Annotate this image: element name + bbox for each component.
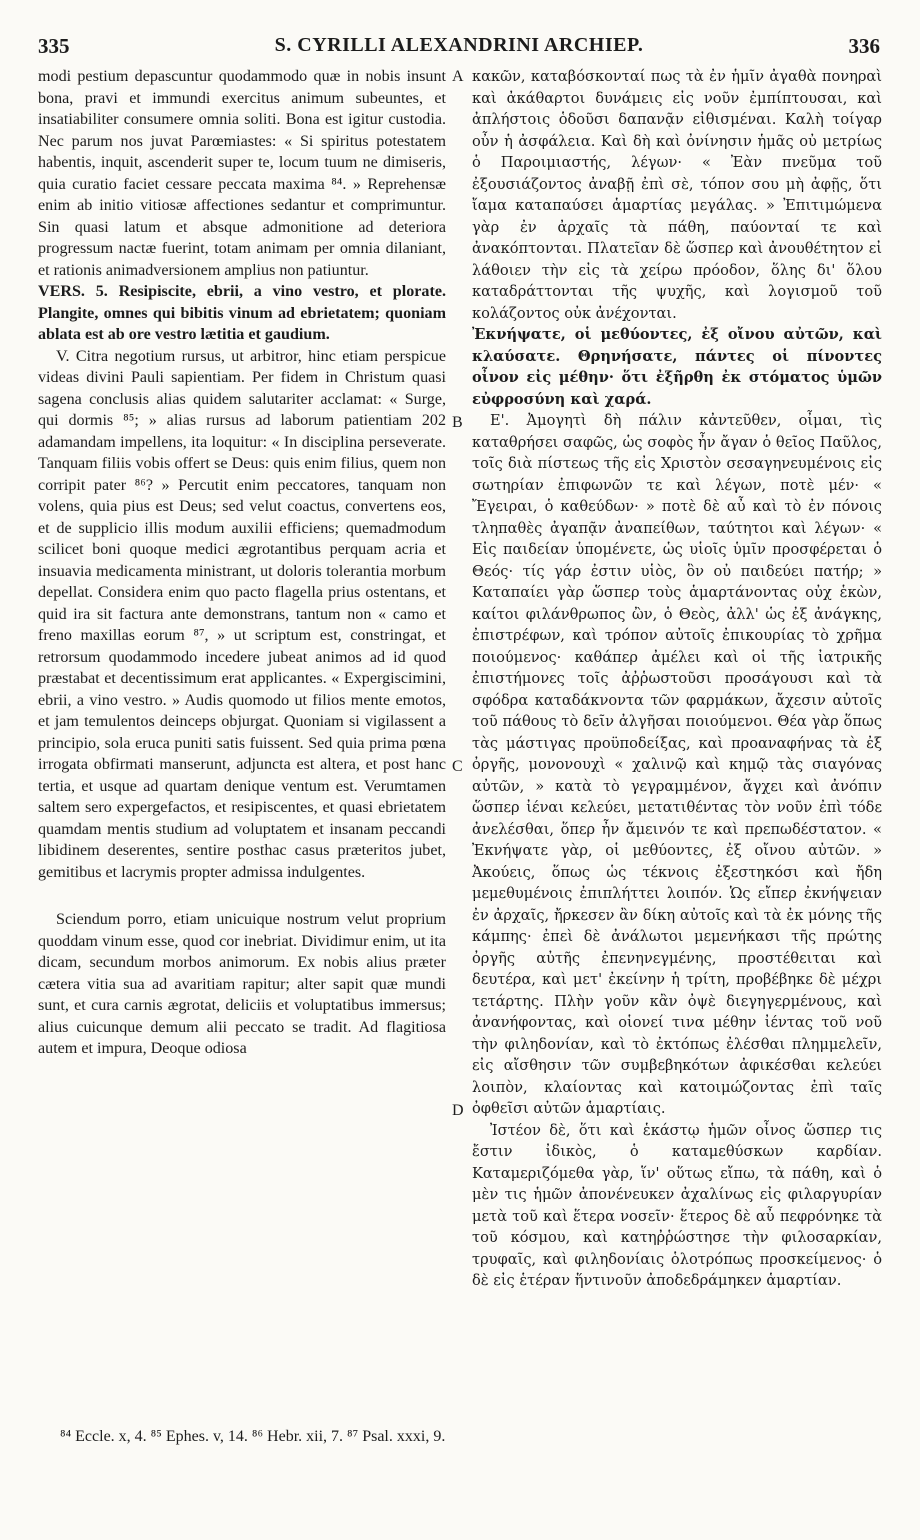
running-title: S. CYRILLI ALEXANDRINI ARCHIEP.	[274, 34, 644, 56]
greek-verse-heading: Ἐκνήψατε, οἱ μεθύοντες, ἐξ οἴνου αὐτῶν, καὶ κλαύσατε. Θρηνήσατε, πάντες οἱ πίνοντες οἶνον εἰς μέθην· ὅτι ἐξῆρθη ἐκ στόματος ὑμῶν εὐφροσύνη καὶ χαρά.	[472, 326, 882, 408]
latin-paragraph-2: V. Citra negotium rursus, ut arbitror, hinc etiam perspicue videas divini Pauli sapientiam. Per fidem in Christum quasi sagena conclusis alias quidem salutariter acclamat: « Surge, qui dormis ⁸⁵; » alias rursus ad laborum patientiam 202 adamandam impellens, ita loquitur: « In disciplina perseverate. Tanquam filiis vobis offert se Deus: quis enim filius, quem non corripit pater ⁸⁶? » Percutit enim peccatores, tanquam non volens, quia pius est Deus; sed velut coactus, convertens eos, et de supplicio illis modum auxilii efficiens; quemadmodum scilicet boni quoque medici ægrotantibus perquam acria et insuavia medicamenta ministrant, ut doloris tolerantia morbum depellat. Considera enim quo pacto flagella prius ostentans, et quid ira sit factura ante demonstrans, tantum non « camo et freno maxillas eorum ⁸⁷, » ut scriptum est, constringat, et retrorsum quodammodo incedere jubeat animos ad id quod præstabat et decentissimum erat applicantes. « Expergiscimini, ebrii, a vino vestro. » Audis quomodo ut filios mente emotos, et jam temulentos deinceps objurgat. Quoniam si vigilassent a principio, sola eruca puniti satis fuissent. Sed quia prima pœna irrogata obfirmati manserunt, adjuncta est altera, et post hanc tertia, et usque ad quartam denique ventum est. Verumtamen saltem sero expergefactos, et resipiscentes, et quasi ebrietatem quamdam mentis studium ad voluptatem et insanam peccandi libidinem deserentes, sentire posthac casus præteritos jubet, gemitibus et lacrymis propter admissa indulgentes.	[38, 347, 446, 881]
page-number-left: 335	[38, 34, 70, 58]
latin-verse-heading: VERS. 5. Resipiscite, ebrii, a vino vestro, et plorate. Plangite, omnes qui bibitis vinum ad ebrietatem; quoniam ablata est ab ore vestro lætitia et gaudium.	[38, 283, 446, 343]
margin-letter-c: C	[452, 758, 463, 775]
latin-column	[38, 66, 446, 1060]
footnotes: ⁸⁴ Eccle. x, 4. ⁸⁵ Ephes. v, 14. ⁸⁶ Hebr. xii, 7. ⁸⁷ Psal. xxxi, 9.	[60, 1428, 446, 1445]
margin-letter-b: B	[452, 414, 463, 431]
greek-paragraph-3: Ἰστέον δὲ, ὅτι καὶ ἑκάστῳ ἡμῶν οἶνος ὥσπερ τις ἔστιν ἰδικὸς, ὁ καταμεθύσκων καρδίαν. Καταμεριζόμεθα γὰρ, ἵν' οὕτως εἴπω, τὰ πάθη, καὶ ὁ μὲν τις ἡμῶν ἀπονένευκεν ἀχαλίνως εἰς φιλαργυρίαν μετὰ τοῦ καὶ ἕτερα νοσεῖν· ἕτερος δὲ αὖ πεφρόνηκε τὰ τοῦ κόσμου, καὶ κατηῤῥώστησε τὴν φιλοσαρκίαν, τρυφαῖς, καὶ φιληδονίαις ὁλοτρόπως προσκείμενος· ὁ δὲ εἰς ἑτέραν ἥντινοῦν ἀποδεδράμηκεν ἁμαρτίαν.	[472, 1121, 882, 1289]
margin-letter-a: A	[452, 68, 464, 85]
latin-paragraph-3: Sciendum porro, etiam unicuique nostrum velut proprium quoddam vinum esse, quod cor inebriat. Dividimur enim, ut ita dicam, secundum morbos animorum. Ex nobis alius præter cætera vitia sua ad avaritiam rapitur; alter sapit quæ mundi sunt, et cura carnis ægrotat, deliciis et voluptatibus immersus; alius cuicunque demum alii peccato se tradit. Ad flagitiosa autem et impura, Deoque odiosa	[38, 911, 446, 1057]
greek-paragraph-1: κακῶν, καταβόσκονταί πως τὰ ἐν ἡμῖν ἀγαθὰ πονηραὶ καὶ ἀκάθαρτοι δυνάμεις εἰς νοῦν ἐμπίπτουσαι, καὶ ἀπλήστοις ὁδοῦσι δαπανᾷν εἰθισμέναι. Καλὴ τοίγαρ οὖν ἡ ἀσφάλεια. Καὶ δὴ καὶ ὀνίνησιν ἡμᾶς οὐ μετρίως ὁ Παροιμιαστής, λέγων· « Ἐὰν πνεῦμα τοῦ ἐξουσιάζοντος ἀναβῇ ἐπὶ σὲ, τόπον σου μὴ ἀφῇς, ὅτι ἴαμα καταπαύσει ἁμαρτίας μεγάλας. » Ἐπιτιμώμενα γὰρ ἐν ἀρχαῖς τὰ πάθη, παύονταί τε καὶ ἀνακόπτονται. Πλατεῖαν δὲ ὥσπερ καὶ ἀνουθέτητον εἰ λάθοιεν τὴν εἰς τὰ χείρω πρόοδον, ὅλης δι' ὅλου καταδράττονται τῆς ψυχῆς, καὶ λογισμοῦ τοῦ κολάζοντος οὐκ ἀνέχονται.	[472, 68, 882, 322]
margin-letter-d: D	[452, 1102, 464, 1119]
latin-paragraph-1: modi pestium depascuntur quodammodo quæ in nobis insunt bona, pravi et immundi exercitus animum subeuntes, et insatiabiliter consumere omnia soliti. Bona est igitur custodia. Nec parum nos juvat Parœmiastes: « Si spiritus potestatem habentis, inquit, ascenderit super te, locum tuum ne dimiseris, quia curatio faciet cessare peccata maxima ⁸⁴. » Reprehensæ enim ab initio vitiosæ affectiones sedantur et comprimuntur. Sin quasi latum et absque admonitione ad deteriora progressum nactæ fuerint, totam animam per omnia dilaniant, et rationis animadversionem amplius non patiuntur.	[38, 68, 446, 279]
greek-column	[472, 66, 882, 1292]
greek-paragraph-2: Ε'. Ἀμογητὶ δὴ πάλιν κἀντεῦθεν, οἶμαι, τὶς καταθρήσει σαφῶς, ὡς σοφὸς ἦν ἄγαν ὁ θεῖος Παῦλος, τοῖς διὰ πίστεως τῆς εἰς Χριστὸν σεσαγηνευμένοις εἰς σωτηρίαν ἐπιφωνῶν τε καὶ λέγων, ποτὲ μέν· « Ἔγειραι, ὁ καθεύδων· » ποτὲ δὲ αὖ καὶ τὸ ἐν πόνοις τληπαθὲς ἀγαπᾷν ἀναπείθων, ταύτητοι καὶ λέγων· « Εἰς παιδείαν ὑπομένετε, ὡς υἱοῖς ὑμῖν προσφέρεται ὁ Θεός· τίς γάρ ἐστιν υἱὸς, ὃν οὐ παιδεύει πατήρ; » Καταπαίει γὰρ ὥσπερ τοὺς ἁμαρτάνοντας οὐχ ἑκὼν, καίτοι φιλάνθρωπος ὢν, ὁ Θεὸς, ἀλλ' ὡς ἐξ ἀνάγκης, ἐπιστρέφων, καὶ τρόπον αὐτοῖς ἐπικουρίας τὸ χρῆμα ποιούμενος· καθάπερ ἀμέλει καὶ οἱ τῆς ἰατρικῆς ἐπιστήμονες τοῖς ἀῤῥωστοῦσι προσάγουσι καὶ τὰ σφόδρα καταδάκνοντα τῶν φαρμάκων, ἄχεσιν αὐτοῖς τοῦ πάθους τὸ δεῖν ἀλγῆσαι ποιούμενοι. Θέα γὰρ ὅπως τὰς μάστιγας προϋποδείξας, καὶ προαναφήνας τὰ ἐξ ὀργῆς, μονονουχὶ « χαλινῷ καὶ κημῷ τὰς σιαγόνας αὐτῶν, » κατὰ τὸ γεγραμμένον, ἄγχει καὶ ἀνόπιν ὥσπερ ἰέναι κελεύει, μετατιθέντας τὸν νοῦν ἐπὶ τόδε ἀνελέσθαι, ὅπερ ἦν ἄμεινόν τε καὶ πρεπωδέστατον. « Ἐκνήψατε γὰρ, οἱ μεθύοντες, ἐξ οἴνου αὐτῶν. » Ἀκούεις, ὅπως ὡς τέκνοις ἐξεστηκόσι καὶ ἤδη μεμεθυμένοις ἐπιπλήττει λοιπόν. Ὡς εἴπερ ἐκνήψειαν ἐν ἀρχαῖς, ἤρκεσεν ἂν δίκη αὐτοῖς καὶ τὰ ἐκ μόνης τῆς κάμπης· ἐπεὶ δὲ ἀνάλωτοι μεμενήκασι τῆς πρώτης ὀργῆς αὐτῆς ἐπενηνεγμένης, προστέθειται καὶ δευτέρα, καὶ μετ' ἐκείνην ἡ τρίτη, προβέβηκε δὲ μέχρι τετάρτης. Πλὴν γοῦν κἂν ὀψὲ διεγηγερμένους, καὶ ἀνανήφοντας, καὶ οἱονεί τινα μέθην ἰέντας τοῦ νοῦ τὴν φιληδονίαν, καὶ τὸ ἐκτόπως ἐλέσθαι πλημμελεῖν, εἰς αἴσθησιν τῶν συμβεβηκότων ἀφικέσθαι κελεύει λοιπὸν, κλαίοντας καὶ κατοιμώζοντας ἐπὶ ταῖς ὀφθεῖσι αὐτῶν ἁμαρτίαις.	[472, 412, 882, 1117]
running-header	[38, 34, 880, 60]
page-number-right: 336	[848, 34, 880, 58]
